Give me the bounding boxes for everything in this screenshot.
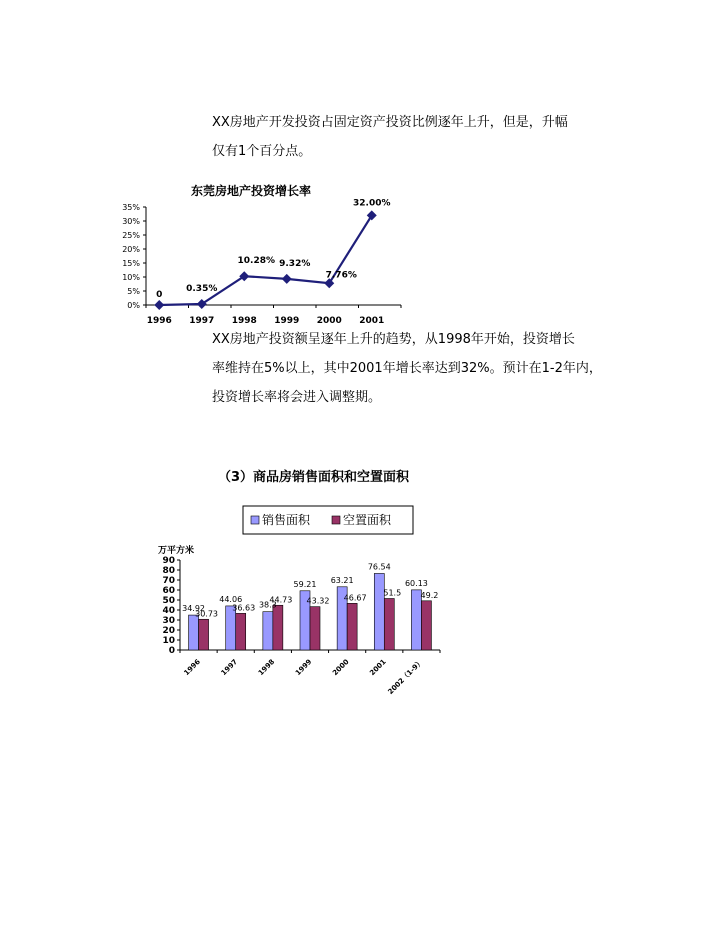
data-label-vacant: 30.73 — [195, 609, 219, 619]
data-label-sales: 60.13 — [404, 578, 428, 588]
bar-vacant — [384, 599, 394, 651]
x-tick-label: 1999 — [293, 657, 314, 678]
bar-vacant — [310, 607, 320, 650]
x-tick-label: 2002（1-9） — [386, 657, 425, 697]
bar-sales — [226, 606, 236, 650]
y-tick-label: 5% — [127, 287, 140, 296]
x-tick-label: 1997 — [219, 657, 240, 678]
y-tick-label: 30 — [162, 616, 175, 626]
data-label-vacant: 44.73 — [269, 595, 293, 605]
data-point — [367, 210, 377, 220]
x-tick-label: 1999 — [274, 316, 300, 326]
data-label-vacant: 43.32 — [306, 596, 330, 606]
y-tick-label: 60 — [162, 586, 175, 596]
bar-vacant — [236, 613, 246, 650]
x-tick-label: 1996 — [146, 316, 172, 326]
bar-sales — [189, 615, 199, 650]
y-tick-label: 10 — [162, 636, 175, 646]
paragraph-investment-ratio — [212, 108, 612, 166]
chart-title: 东莞房地产投资增长率 — [190, 184, 312, 198]
bar-vacant — [421, 601, 431, 650]
y-tick-label: 0% — [127, 301, 140, 310]
legend-label-vacant: 空置面积 — [343, 513, 392, 527]
x-tick-label: 2000 — [316, 316, 342, 326]
bar-vacant — [273, 605, 283, 650]
y-tick-label: 25% — [122, 231, 140, 240]
y-tick-label: 70 — [162, 576, 175, 586]
data-label: 10.28% — [237, 256, 275, 267]
x-tick-label: 1996 — [182, 657, 202, 678]
growth-rate-line-chart — [116, 178, 416, 332]
data-label: 32.00% — [353, 198, 391, 209]
data-label: 9.32% — [279, 258, 311, 269]
area-bar-chart — [150, 500, 450, 724]
data-label-vacant: 49.2 — [420, 590, 439, 600]
y-tick-label: 40 — [162, 606, 175, 616]
y-tick-label: 35% — [122, 203, 140, 212]
y-axis-label: 万平方米 — [158, 546, 195, 556]
x-tick-label: 1998 — [231, 316, 257, 326]
paragraph-line: 仅有1个百分点。 — [212, 144, 312, 159]
bar-vacant — [347, 603, 357, 650]
bar-sales — [263, 612, 273, 650]
y-tick-label: 20 — [162, 626, 175, 636]
data-label-sales: 59.21 — [293, 579, 317, 589]
data-point — [154, 300, 164, 310]
y-tick-label: 15% — [122, 259, 140, 268]
bar-vacant — [199, 619, 209, 650]
growth-rate-chart-svg — [116, 178, 416, 328]
data-label-sales: 44.06 — [219, 594, 243, 604]
paragraph-line: 投资增长率将会进入调整期。 — [212, 390, 382, 405]
section-title: （3）商品房销售面积和空置面积 — [218, 470, 410, 485]
bar-sales — [374, 573, 384, 650]
y-tick-label: 80 — [162, 566, 175, 576]
y-tick-label: 0 — [168, 646, 175, 656]
data-label: 7.76% — [325, 270, 357, 281]
paragraph-line: XX房地产开发投资占固定资产投资比例逐年上升，但是，升幅 — [212, 115, 568, 130]
data-label-sales: 76.54 — [367, 562, 391, 572]
x-tick-label: 1997 — [189, 316, 215, 326]
y-tick-label: 50 — [162, 596, 175, 606]
data-label-vacant: 46.67 — [343, 593, 367, 603]
y-tick-label: 30% — [122, 217, 140, 226]
data-label-sales: 63.21 — [330, 575, 354, 585]
paragraph-investment-trend — [212, 325, 612, 412]
x-tick-label: 2001 — [368, 657, 388, 678]
y-tick-label: 10% — [122, 273, 140, 282]
legend-swatch-vacant — [332, 516, 340, 524]
legend-label-sales: 销售面积 — [262, 513, 311, 527]
paragraph-line: 率维持在5%以上，其中2001年增长率达到32%。预计在1-2年内， — [212, 361, 602, 376]
area-bar-chart-svg — [150, 500, 450, 720]
data-label: 0.35% — [186, 284, 218, 295]
data-label-vacant: 51.5 — [383, 588, 402, 598]
data-label-vacant: 36.63 — [232, 603, 256, 613]
legend-swatch-sales — [251, 516, 259, 524]
x-tick-label: 1998 — [256, 657, 277, 678]
y-tick-label: 90 — [162, 556, 175, 566]
data-label-sales: 38.3 — [258, 600, 277, 610]
data-label: 0 — [156, 290, 163, 300]
y-tick-label: 20% — [122, 245, 140, 254]
data-point — [282, 274, 292, 284]
x-tick-label: 2001 — [359, 316, 385, 326]
paragraph-line: XX房地产投资额呈逐年上升的趋势，从1998年开始，投资增长 — [212, 332, 575, 347]
x-tick-label: 2000 — [331, 657, 351, 678]
data-label-sales: 34.92 — [182, 604, 206, 614]
